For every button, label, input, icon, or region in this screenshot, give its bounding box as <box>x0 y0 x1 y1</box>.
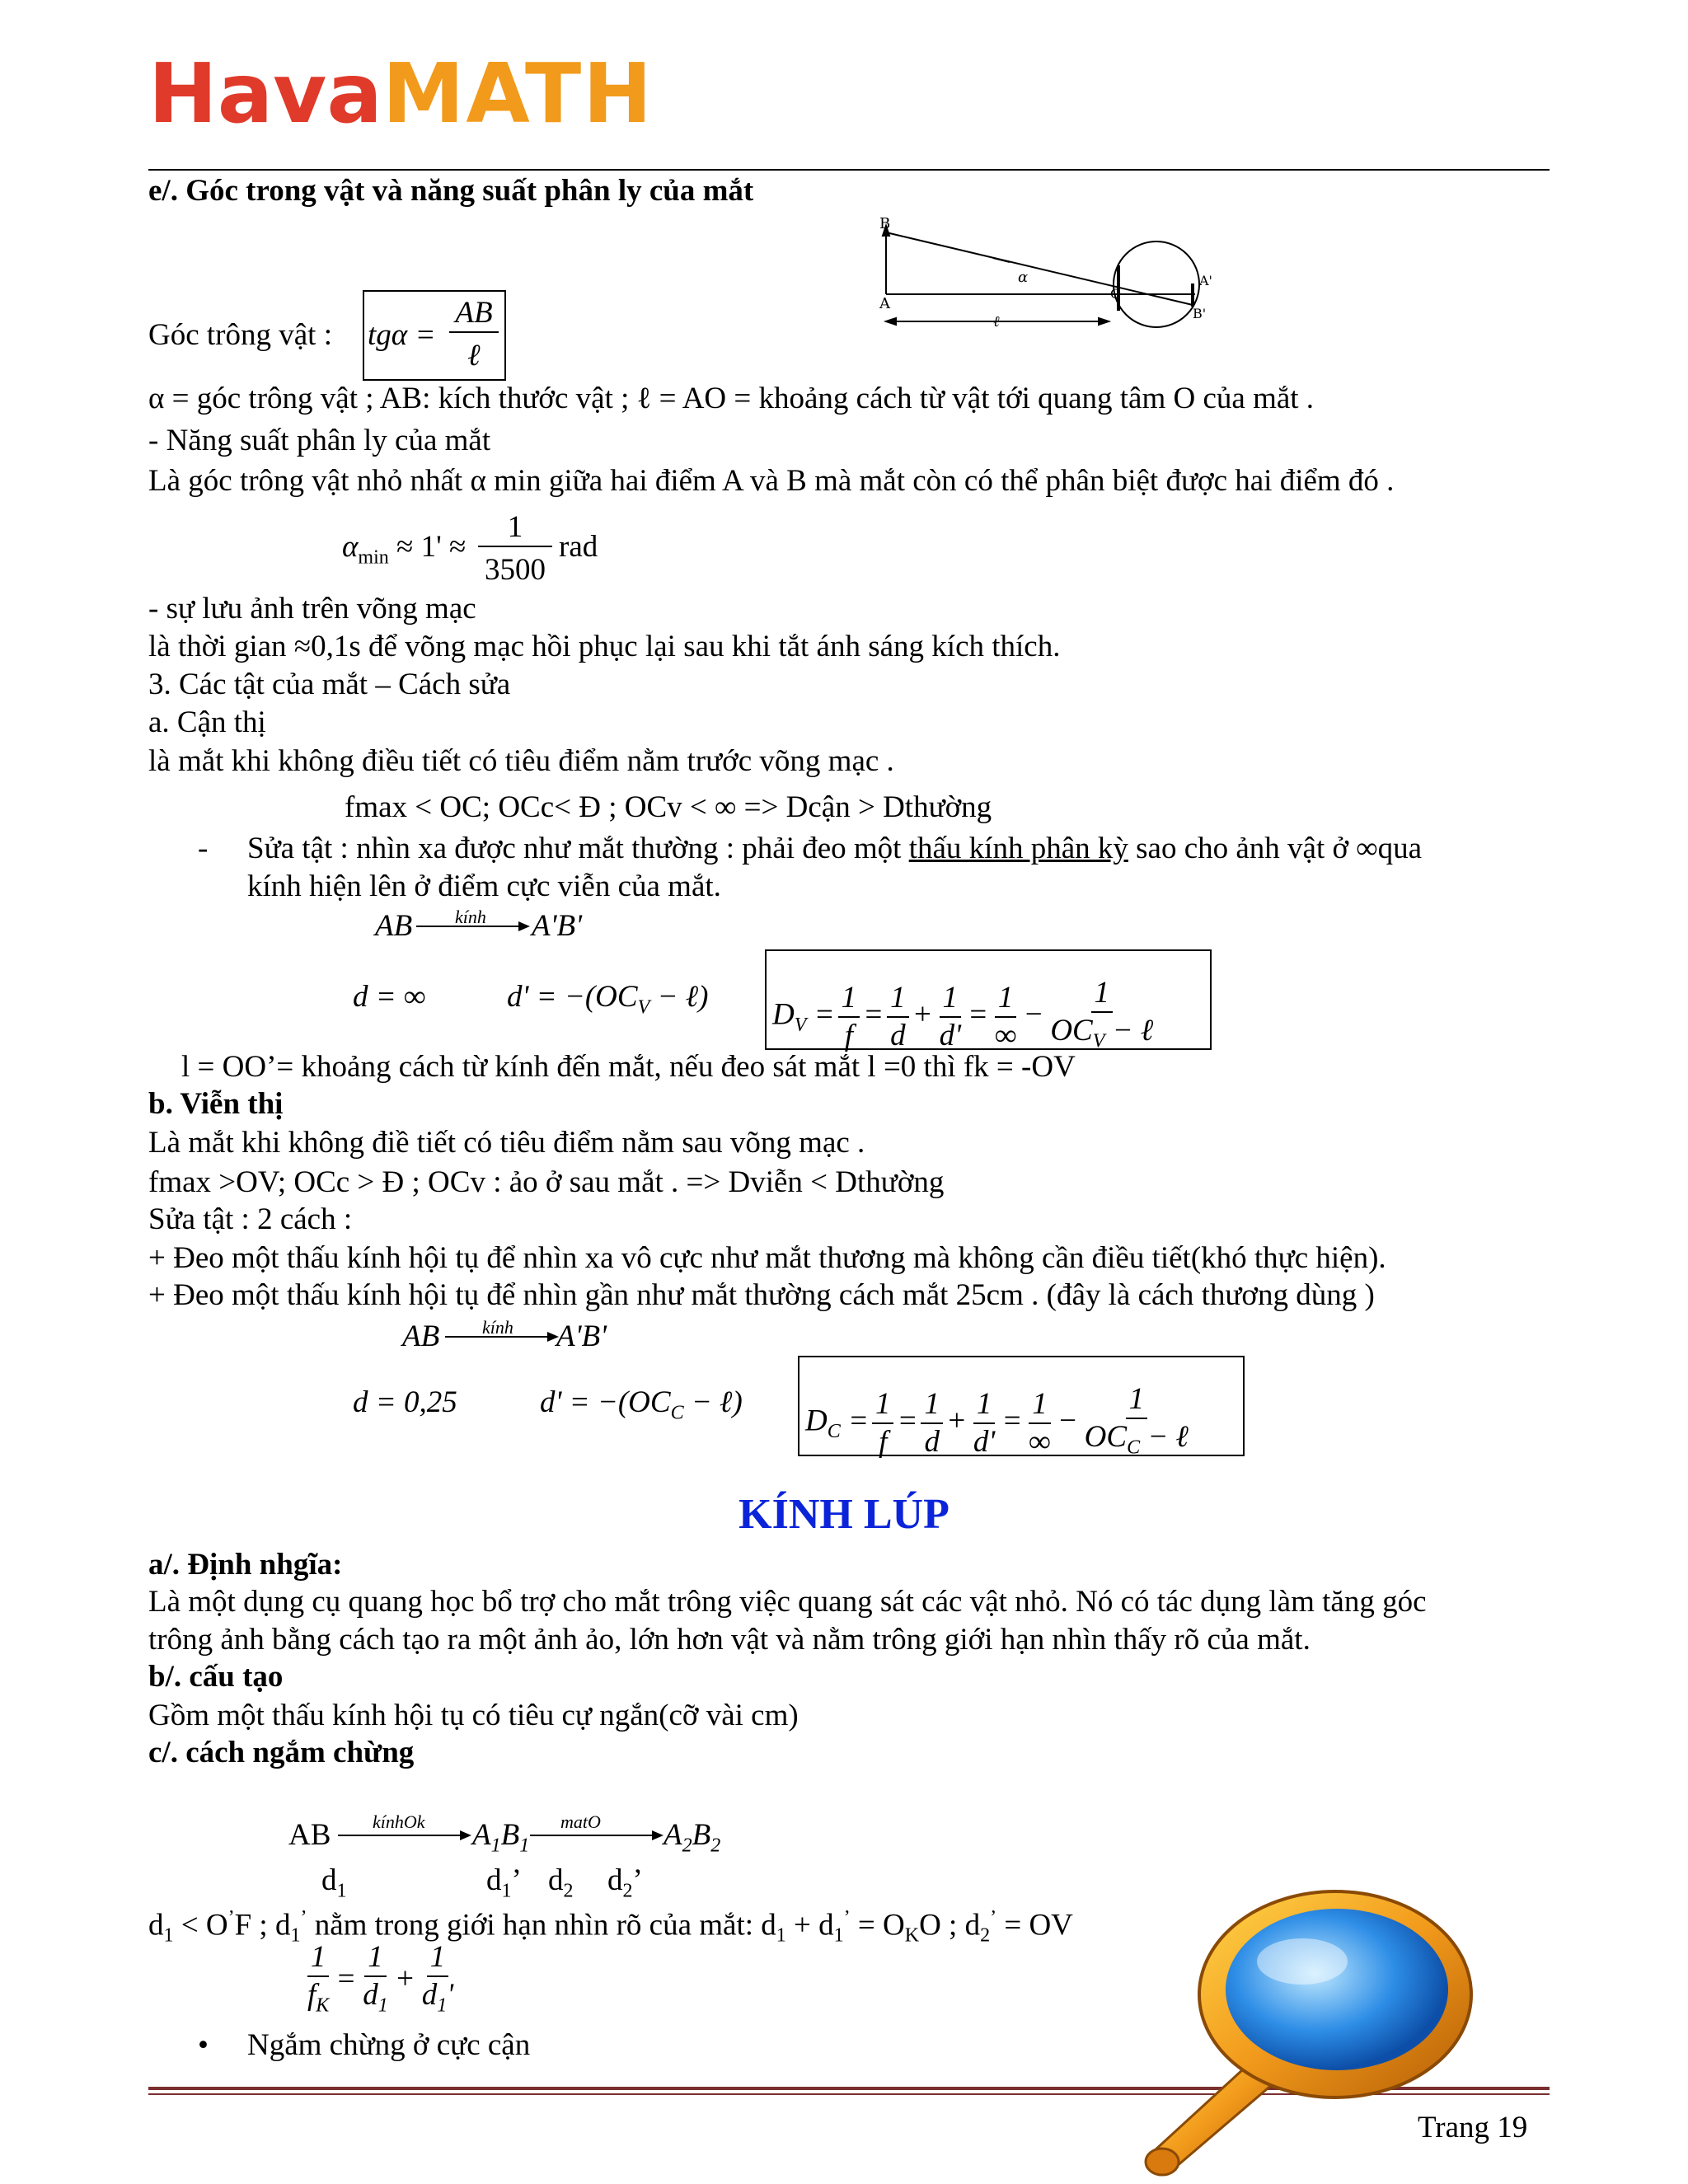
alpha-definition: α = góc trông vật ; AB: kích thước vật ; ℓ = AO = khoảng cách từ vật tới quang tâm O của mắt . <box>148 382 1315 415</box>
fix-text-1: Sửa tật : nhìn xa được như mắt thường : phải đeo một <box>247 832 902 865</box>
bullet-dash: - <box>198 832 209 865</box>
d-infinity: d = ∞ <box>353 980 426 1014</box>
magnifier-image <box>1121 1887 1517 2184</box>
nang-suat-definition: Là góc trông vật nhỏ nhất α min giữa hai điểm A và B mà mắt còn có thể phân biệt được hai điểm đó . <box>148 464 1395 498</box>
can-thi-condition: fmax < OC; OCc< Đ ; OCv < ∞ => Dcận > Dthường <box>345 790 992 824</box>
diagram-l-label: ℓ <box>993 313 1000 330</box>
diagram-B-label: B <box>879 216 891 232</box>
can-thi-definition: là mắt khi không điều tiết có tiêu điểm nằm trước võng mạc . <box>148 744 894 778</box>
fix-lens-type: thấu kính phân kỳ <box>908 832 1128 865</box>
luu-anh-definition: là thời gian ≈0,1s để võng mạc hồi phục lại sau khi tắt ánh sáng kích thích. <box>148 630 1061 663</box>
diagram-B2-label: B' <box>1193 306 1207 321</box>
d-prime-cv: $d' = -(OC_V$ − ℓ) <box>507 980 709 1019</box>
dinh-nghia-heading: a/. Định nhgĩa: <box>148 1548 343 1582</box>
dinh-nghia-line1: Là một dụng cụ quang học bổ trợ cho mắt trông việc quang sát các vật nhỏ. Nó có tác dụng làm tăng góc <box>148 1585 1427 1619</box>
can-thi-fix-line2: kính hiện lên ở điểm cực viễn của mắt. <box>247 869 721 903</box>
alpha-symbol: α <box>342 530 359 564</box>
alpha-num: 1 <box>478 509 552 547</box>
dc-formula: $D_C$ = $\frac{1}{f}$ = $\frac{1}{d}$ + $\frac{1}{d'}$ = $\frac{1}{\infty}$ − $\frac{1}{OC_C - \ell}$ <box>805 1382 1189 1460</box>
l-note: l = OO’= khoảng cách từ kính đến mắt, nếu đeo sát mắt l =0 thì fk = -OV <box>181 1050 1076 1084</box>
kinh-lup-title: KÍNH LÚP <box>738 1491 950 1538</box>
header-rule <box>148 169 1550 171</box>
eye-angle-diagram <box>870 216 1232 331</box>
chain-d2: $d_2$ <box>548 1863 574 1902</box>
goc-trong-vat-label: Góc trông vật : <box>148 318 332 352</box>
can-thi-heading: a. Cận thị <box>148 705 266 739</box>
logo <box>148 45 654 152</box>
chain-label-kinh: kínhOk <box>373 1811 425 1832</box>
vien-thi-fix-heading: Sửa tật : 2 cách : <box>148 1202 353 1236</box>
vien-thi-definition: Là mắt khi không điề tiết có tiêu điểm nằm sau võng mạc . <box>148 1126 865 1160</box>
diagram-A-label: A <box>879 295 890 312</box>
logo-hava: Hava <box>148 45 382 142</box>
nang-suat-heading: - Năng suất phân ly của mắt <box>148 424 491 457</box>
alpha-den: 3500 <box>485 553 546 587</box>
ab-label-2: AB <box>402 1319 440 1353</box>
logo-math: MATH <box>382 45 654 142</box>
chain-d1p: $d_1$’ <box>486 1863 522 1902</box>
vien-thi-fix-2: + Đeo một thấu kính hội tụ để nhìn gần như mắt thường cách mắt 25cm . (đây là cách thương dùng ) <box>148 1278 1375 1312</box>
vien-thi-condition: fmax >OV; OCc > Đ ; OCv : ảo ở sau mắt . => Dviễn < Dthường <box>148 1165 945 1199</box>
d-025: d = 0,25 <box>353 1385 457 1419</box>
diagram-alpha-label: α <box>1018 269 1029 286</box>
alpha-min-formula <box>342 529 466 575</box>
can-thi-fix-line1 <box>247 831 1422 867</box>
alpha-approx: ≈ 1' ≈ <box>396 530 467 564</box>
d-prime-cc: $d' = -(OC_C$ − ℓ) <box>540 1385 743 1424</box>
arrow-kinh-label-2: kính <box>482 1317 513 1338</box>
tg-alpha: tgα = <box>368 318 436 352</box>
tg-num: AB <box>449 295 499 333</box>
vien-thi-heading: b. Viễn thị <box>148 1087 284 1121</box>
diagram-O-label: O <box>1110 286 1122 302</box>
chain-d1: $d_1$ <box>321 1863 347 1902</box>
cau-tao-heading: b/. cấu tạo <box>148 1660 284 1694</box>
page-number: Trang 19 <box>1418 2111 1528 2144</box>
chain-a1b1: $A_1B_1$ <box>472 1818 530 1857</box>
section-3-heading: 3. Các tật của mắt – Cách sửa <box>148 668 511 701</box>
ngam-chung-cuc-can: Ngắm chừng ở cực cận <box>247 2028 531 2062</box>
dv-formula: $D_V$ = $\frac{1}{f}$ = $\frac{1}{d}$ + $\frac{1}{d'}$ = $\frac{1}{\infty}$ − $\frac{1}{OC_V - \ell}$ <box>772 976 1154 1053</box>
ab-prime-1: A'B' <box>532 909 583 943</box>
chain-a2b2: $A_2B_2$ <box>663 1818 721 1857</box>
section-e-heading: e/. Góc trong vật và năng suất phân ly của mắt <box>148 174 754 208</box>
dinh-nghia-line2: trông ảnh bằng cách tạo ra một ảnh ảo, lớn hơn vật và nằm trông giới hạn nhìn thấy rõ của mắt. <box>148 1623 1311 1657</box>
luu-anh-heading: - sự lưu ảnh trên võng mạc <box>148 592 476 626</box>
fix-text-2: sao cho ảnh vật ở ∞qua <box>1136 832 1423 865</box>
cau-tao-definition: Gồm một thấu kính hội tụ có tiêu cự ngắn(cỡ vài cm) <box>148 1699 799 1732</box>
lens-formula: $\frac{1}{f_K}$ = $\frac{1}{d_1}$ + $\frac{1}{d_1'}$ <box>307 1940 454 2017</box>
bullet-dot: • <box>198 2028 209 2062</box>
ab-prime-2: A'B' <box>556 1319 607 1353</box>
rad-unit: rad <box>559 530 598 564</box>
chain-ab: AB <box>288 1818 331 1852</box>
kinh-lup-condition: $d_1 < O^’F$ ; $d_1^’$ nằm trong giới hạn nhìn rõ của mắt: $d_1 + d_1^’ = O_KO$ ; $d_2^’$ = OV <box>148 1907 1073 1947</box>
vien-thi-fix-1: + Đeo một thấu kính hội tụ để nhìn xa vô cực như mắt thương mà không cần điều tiết(khó thực hiện). <box>148 1241 1386 1275</box>
diagram-A2-label: A' <box>1199 273 1212 288</box>
chain-d2p: $d_2$’ <box>607 1863 643 1902</box>
ab-label-1: AB <box>375 909 413 943</box>
tg-den: ℓ <box>467 339 481 373</box>
chain-label-mat: matO <box>560 1811 601 1832</box>
alpha-min-sub: min <box>358 546 389 569</box>
ngam-chung-heading: c/. cách ngắm chừng <box>148 1736 415 1769</box>
arrow-kinh-label-1: kính <box>455 907 486 927</box>
